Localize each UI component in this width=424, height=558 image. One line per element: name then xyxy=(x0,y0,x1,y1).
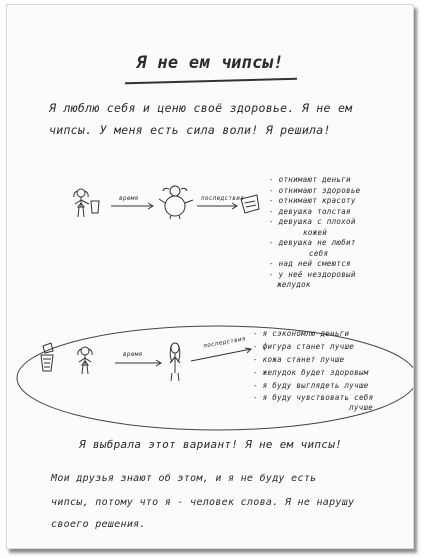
positive-consequences-list xyxy=(253,327,373,412)
arrow-3-label: время xyxy=(123,351,143,358)
list-item: - у неё нездоровый xyxy=(269,269,356,279)
list-item: - над ней смеются xyxy=(269,259,351,268)
list-item: - я сэкономлю деньги xyxy=(253,329,350,338)
fat-girl-drawing xyxy=(159,186,193,219)
list-item: - я буду чувствовать себя xyxy=(253,393,374,402)
list-item: себя xyxy=(309,248,329,258)
list-item: - фигура станет лучше xyxy=(253,342,355,351)
arrow-4-label: последствия xyxy=(202,335,247,350)
page-title: Я не ем чипсы! xyxy=(136,53,284,73)
outro-line-4: своего решения. xyxy=(51,519,146,530)
arrow-1-label: время xyxy=(119,195,139,202)
arrow-1 xyxy=(111,203,153,209)
list-item: - я буду выглядеть лучше xyxy=(253,381,369,390)
outro-line-2: Мои друзья знают об этом, и я не буду есть xyxy=(51,473,317,484)
arrow-2-label: последствия xyxy=(201,195,245,202)
paper-sheet xyxy=(6,4,414,549)
girl-with-chips-drawing xyxy=(74,189,99,217)
list-item: - кожа станет лучше xyxy=(253,355,345,364)
chips-in-bin-drawing xyxy=(41,343,53,371)
list-item: желудок xyxy=(277,280,311,289)
slim-girl-drawing xyxy=(170,343,180,381)
intro-line-2: чипсы. У меня есть сила воли! Я решила! xyxy=(49,123,331,137)
list-item: - отнимают красоту xyxy=(269,196,356,205)
list-item: - желудок будет здоровым xyxy=(253,368,369,377)
list-item: кожей xyxy=(303,227,328,237)
arrow-4 xyxy=(191,348,251,361)
list-item: - отнимают деньги xyxy=(269,175,351,184)
arrow-2 xyxy=(197,203,237,209)
list-item: - отнимают здоровье xyxy=(269,185,361,195)
outro-line-3: чипсы, потому что я - человек слова. Я не нарушу xyxy=(51,497,355,508)
negative-consequences-list xyxy=(269,175,361,291)
girl-drawing-2 xyxy=(78,347,92,374)
list-item: - девушка с плохой xyxy=(269,217,356,226)
list-item: - девушка не любит xyxy=(269,238,356,247)
arrow-3 xyxy=(115,360,161,366)
list-item: лучше xyxy=(349,403,374,412)
list-item: - девушка толстая xyxy=(269,206,351,216)
outro-line-1: Я выбрала этот вариант! Я не ем чипсы! xyxy=(79,438,343,451)
intro-line-1: Я люблю себя и ценю своё здоровье. Я не ем xyxy=(49,101,353,115)
